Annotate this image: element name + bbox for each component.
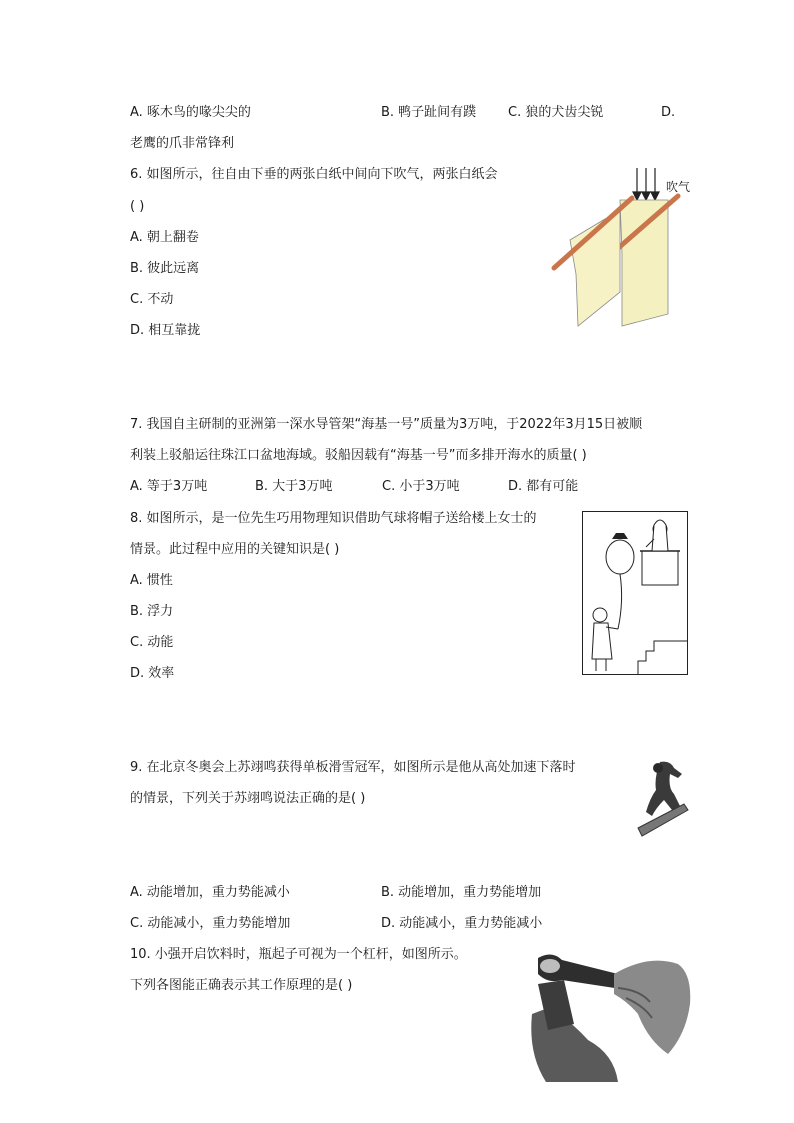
q9-option-c: C. 动能减小，重力势能增加 <box>130 916 291 931</box>
q6-answer-blank: ( ) <box>130 199 145 214</box>
q8-option-a: A. 惯性 <box>130 573 173 588</box>
q10-stem-line1: 10. 小强开启饮料时，瓶起子可视为一个杠杆，如图所示。 <box>130 947 467 962</box>
q5-option-d: D. <box>661 105 676 120</box>
q8-stem-line1: 8. 如图所示，是一位先生巧用物理知识借助气球将帽子送给楼上女士的 <box>130 511 537 526</box>
q8-option-b: B. 浮力 <box>130 604 174 619</box>
q10-figure-bottle-opener <box>518 944 692 1082</box>
q7-option-d: D. 都有可能 <box>508 479 579 494</box>
q8-stem-line2: 情景。此过程中应用的关键知识是( ) <box>130 542 340 557</box>
q6-option-c: C. 不动 <box>130 292 174 307</box>
q8-figure-balloon <box>582 511 688 675</box>
q7-option-c: C. 小于3万吨 <box>382 479 460 494</box>
q6-option-a: A. 朝上翻卷 <box>130 230 199 245</box>
q6-figure-label: 吹气 <box>666 180 691 194</box>
q5-option-c: C. 狼的犬齿尖锐 <box>508 105 604 120</box>
q7-option-a: A. 等于3万吨 <box>130 479 208 494</box>
q5-option-d-text: 老鹰的爪非常锋利 <box>130 136 235 151</box>
q9-stem-line1: 9. 在北京冬奥会上苏翊鸣获得单板滑雪冠军，如图所示是他从高处加速下落时 <box>130 760 576 775</box>
q7-stem-line2: 利装上驳船运往珠江口盆地海域。驳船因载有“海基一号”而多排开海水的质量( ) <box>130 448 587 463</box>
q10-stem-line2: 下列各图能正确表示其工作原理的是( ) <box>130 978 353 993</box>
q8-option-d: D. 效率 <box>130 666 175 681</box>
q7-stem-line1: 7. 我国自主研制的亚洲第一深水导管架“海基一号”质量为3万吨，于2022年3月15日被顺 <box>130 417 643 432</box>
q9-figure-snowboarder <box>634 758 692 840</box>
q8-option-c: C. 动能 <box>130 635 174 650</box>
q9-option-b: B. 动能增加，重力势能增加 <box>381 885 542 900</box>
q5-option-a: A. 啄木鸟的喙尖尖的 <box>130 105 251 120</box>
q6-stem: 6. 如图所示，往自由下垂的两张白纸中间向下吹气，两张白纸会 <box>130 167 498 182</box>
q6-option-b: B. 彼此远离 <box>130 261 200 276</box>
q9-stem-line2: 的情景，下列关于苏翊鸣说法正确的是( ) <box>130 791 366 806</box>
q7-option-b: B. 大于3万吨 <box>255 479 333 494</box>
q5-option-b: B. 鸭子趾间有蹼 <box>381 105 477 120</box>
q9-option-d: D. 动能减小，重力势能减小 <box>381 916 543 931</box>
q9-option-a: A. 动能增加，重力势能减小 <box>130 885 290 900</box>
q6-option-d: D. 相互靠拢 <box>130 323 201 338</box>
